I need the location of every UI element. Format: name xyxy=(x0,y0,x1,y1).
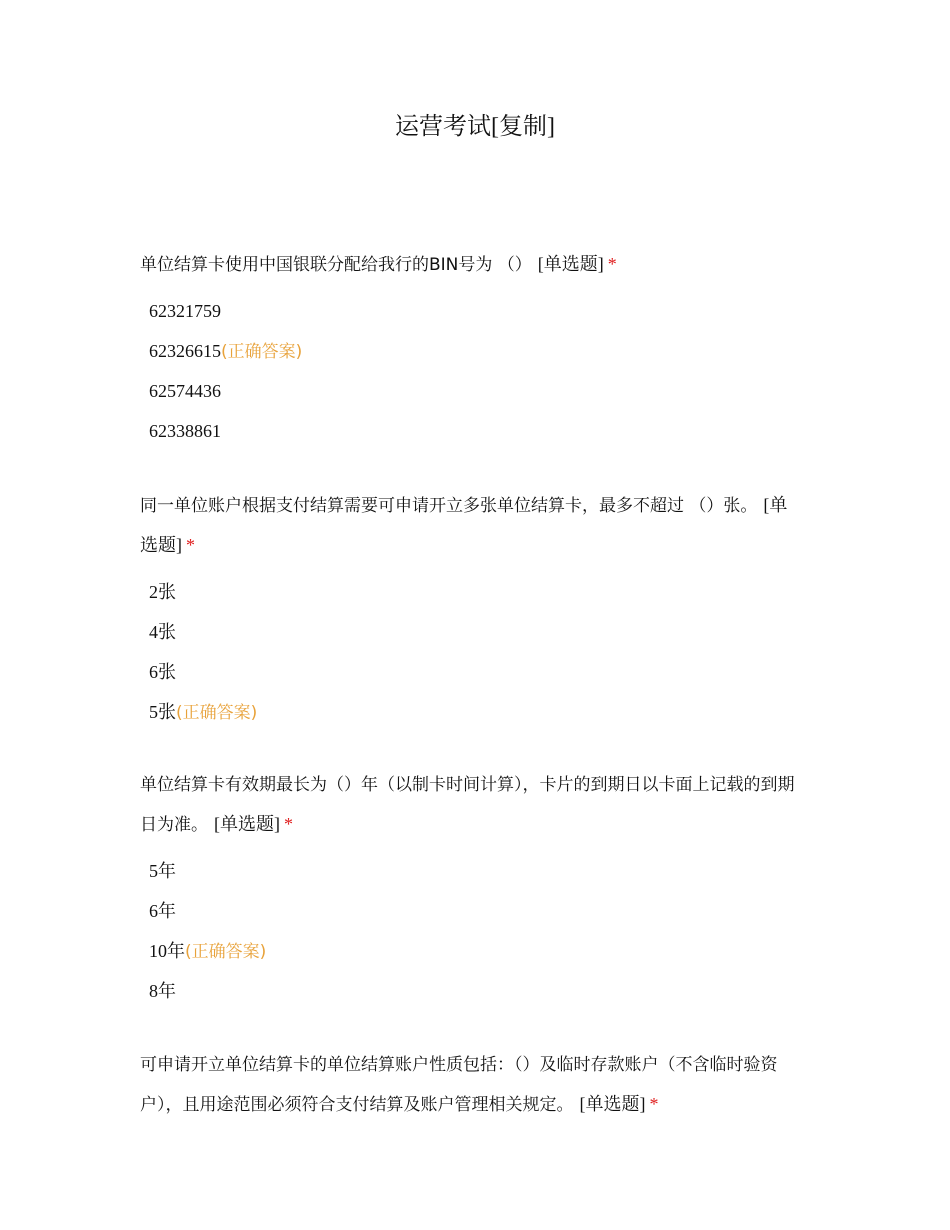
question-stem: 同一单位账户根据支付结算需要可申请开立多张单位结算卡，最多不超过 （）张。 xyxy=(140,496,758,516)
question-type-label: [单选题] xyxy=(214,814,280,834)
question-type-label: [单选题] xyxy=(537,254,604,274)
question-text xyxy=(140,486,805,566)
option-item xyxy=(140,851,805,891)
question-stem: 可申请开立单位结算卡的单位结算账户性质包括：（）及临时存款账户（不含临时验资户），且用途范围必须符合支付结算及账户管理相关规定。 xyxy=(140,1055,778,1115)
correct-answer-tag: (正确答案) xyxy=(176,703,258,723)
option-item xyxy=(140,692,805,732)
question-type-label: [单选题] xyxy=(579,1094,646,1114)
option-label: 62574436 xyxy=(149,381,221,401)
option-label: 8年 xyxy=(149,981,176,1001)
question-stem: 单位结算卡有效期最长为（）年（以制卡时间计算），卡片的到期日以卡面上记载的到期日为准。 xyxy=(140,775,795,835)
option-label: 62338861 xyxy=(149,421,221,441)
option-label: 5张 xyxy=(149,702,176,722)
option-label: 62326615 xyxy=(149,341,221,361)
option-label: 2张 xyxy=(149,582,176,602)
question-4 xyxy=(140,1046,805,1125)
question-3 xyxy=(140,766,805,1011)
required-mark: * xyxy=(649,1094,659,1114)
question-text xyxy=(140,1046,805,1125)
question-2 xyxy=(140,486,805,732)
option-item xyxy=(140,612,805,652)
page-title: 运营考试[复制] xyxy=(395,114,555,140)
option-list xyxy=(140,291,805,451)
option-label: 6年 xyxy=(149,901,176,921)
option-label: 6张 xyxy=(149,662,176,682)
option-label: 4张 xyxy=(149,622,176,642)
option-item xyxy=(140,652,805,692)
option-item xyxy=(140,572,805,612)
option-label: 10年 xyxy=(149,941,185,961)
option-item xyxy=(140,891,805,931)
option-list xyxy=(140,572,805,732)
required-mark: * xyxy=(607,254,617,274)
required-mark: * xyxy=(284,814,293,834)
correct-answer-tag: (正确答案) xyxy=(221,342,303,362)
option-item xyxy=(140,371,805,411)
question-1 xyxy=(140,245,805,451)
option-list xyxy=(140,851,805,1011)
option-label: 62321759 xyxy=(149,301,221,321)
correct-answer-tag: (正确答案) xyxy=(185,942,267,962)
question-text xyxy=(140,245,805,285)
option-label: 5年 xyxy=(149,861,176,881)
option-item xyxy=(140,971,805,1011)
question-stem: 单位结算卡使用中国银联分配给我行的BIN号为 （） xyxy=(140,255,532,275)
option-item xyxy=(140,331,805,371)
question-type-label: [单选题] xyxy=(140,495,788,555)
required-mark: * xyxy=(186,535,195,555)
option-item xyxy=(140,411,805,451)
option-item xyxy=(140,931,805,971)
option-item xyxy=(140,291,805,331)
question-text xyxy=(140,766,805,845)
